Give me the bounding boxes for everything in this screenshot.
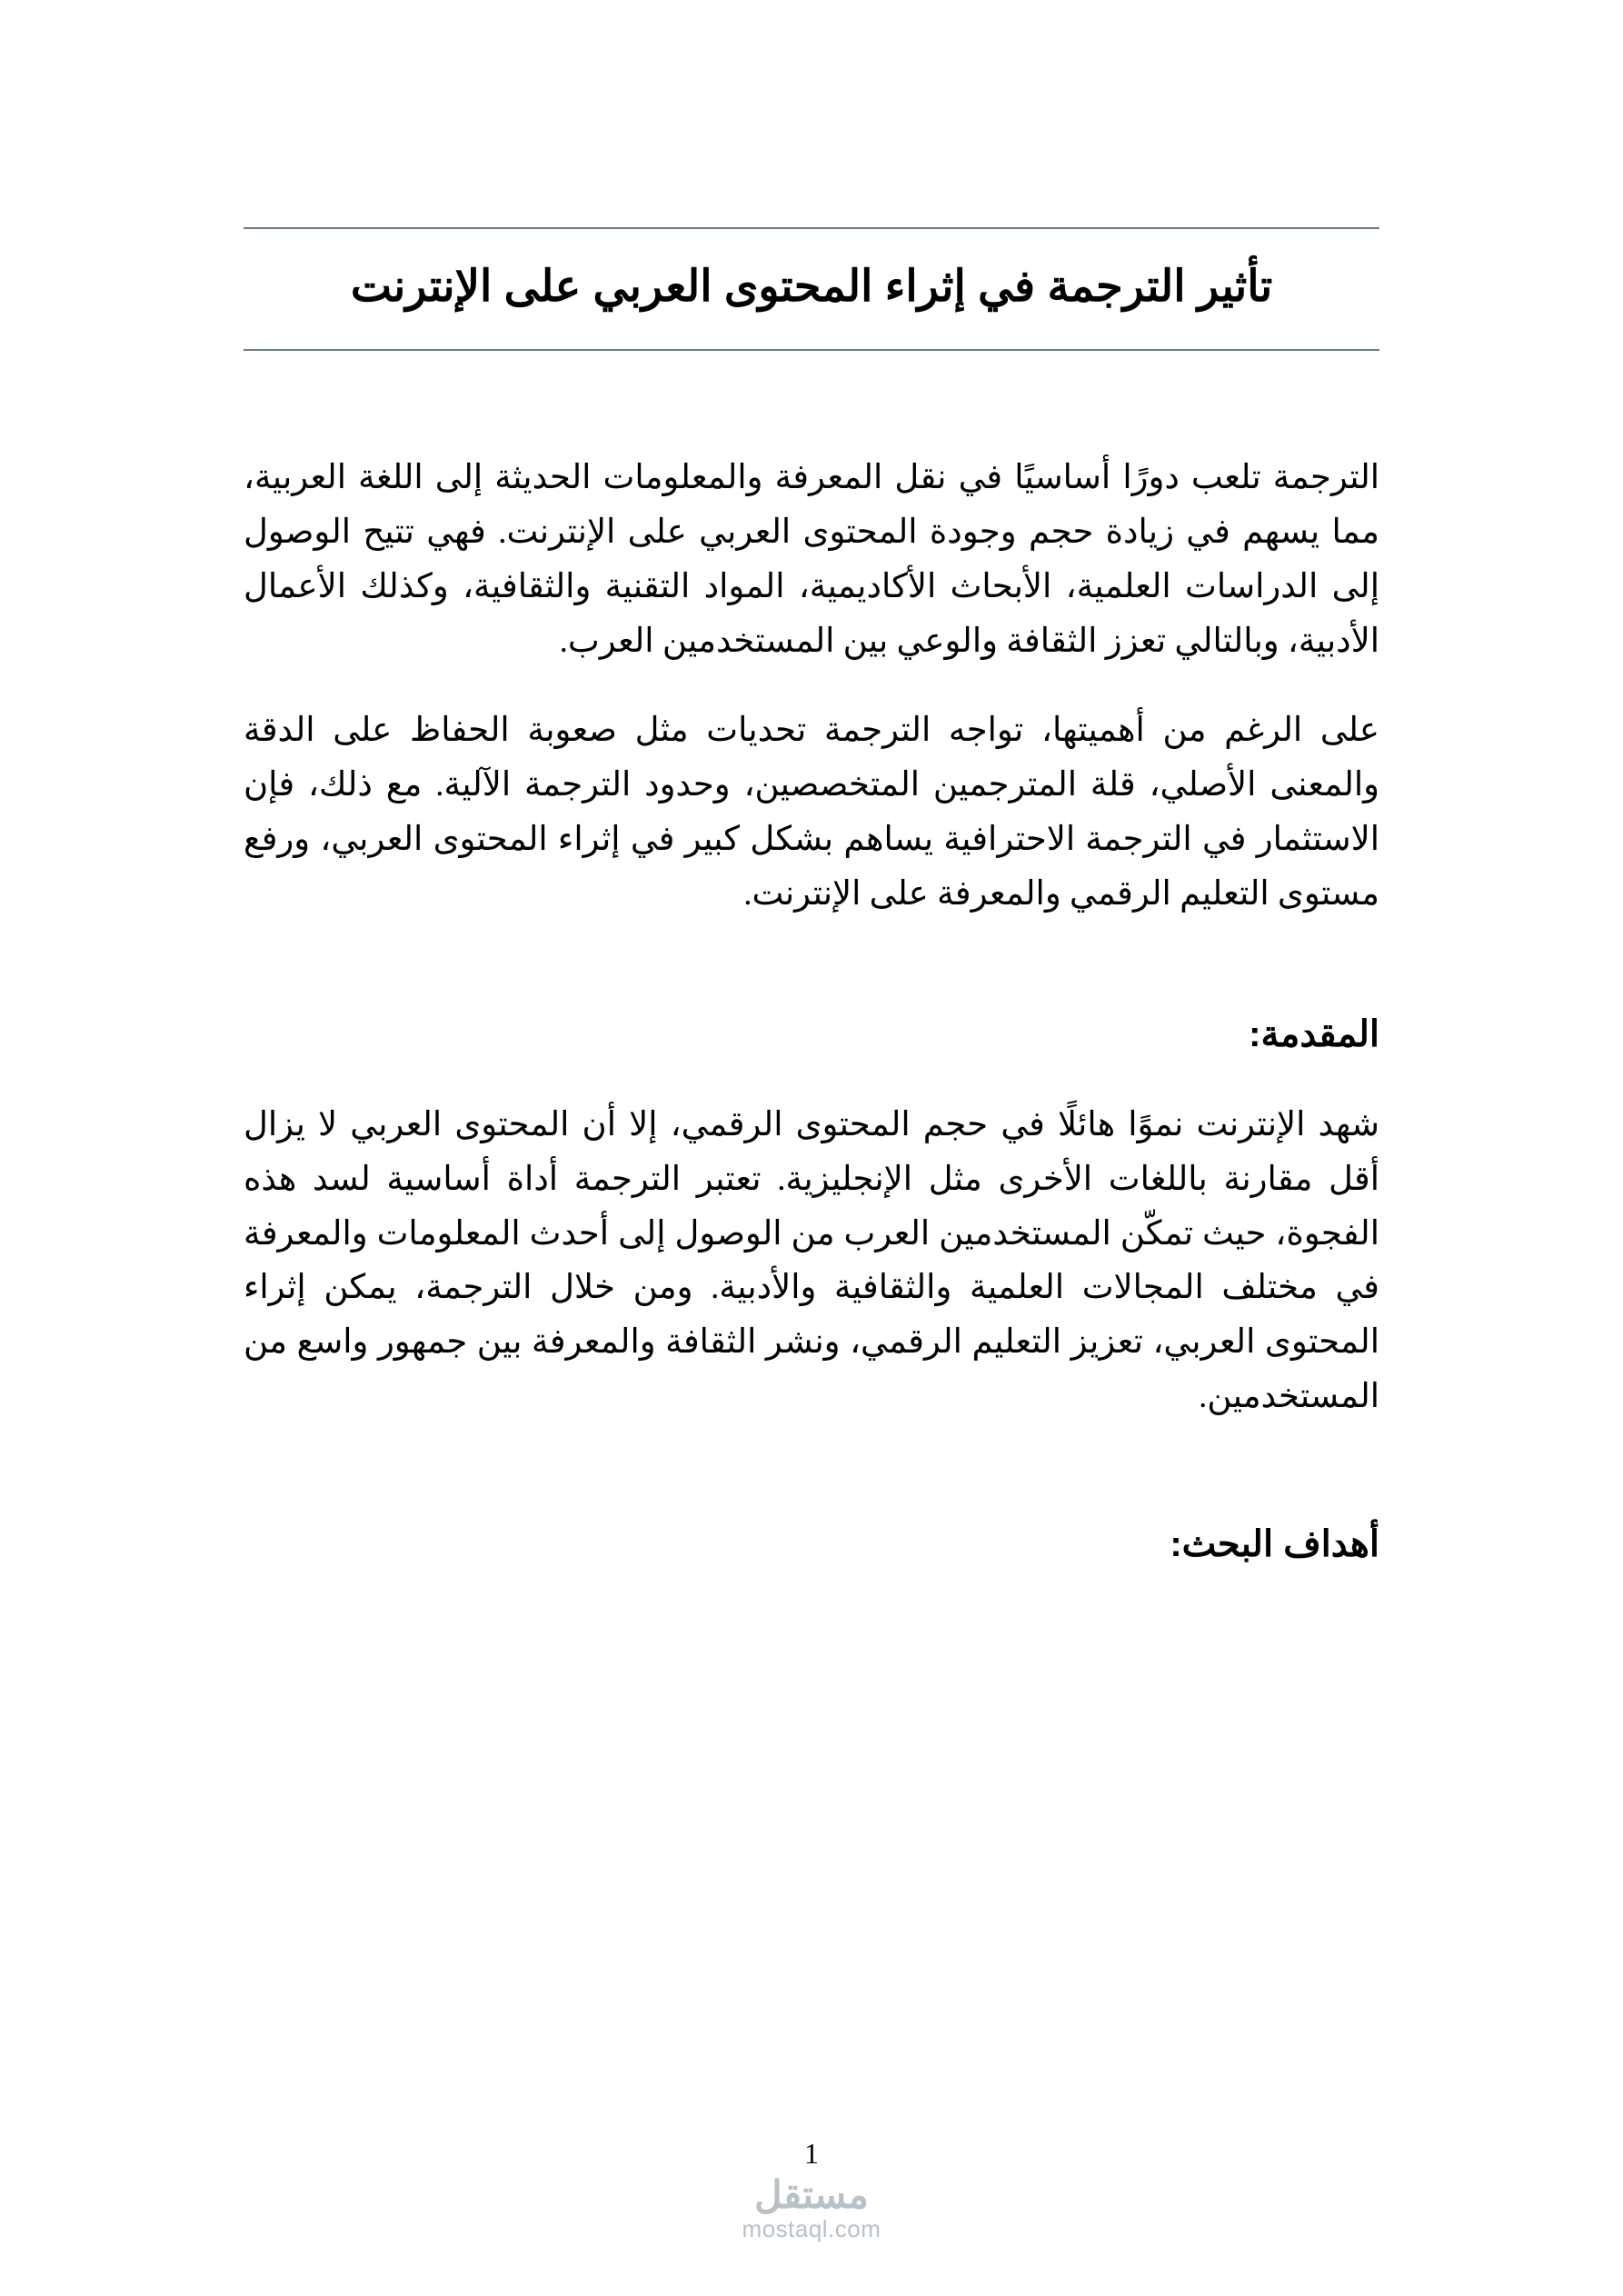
document-content (244, 227, 1379, 1608)
intro-paragraph-2: على الرغم من أهميتها، تواجه الترجمة تحديات مثل صعوبة الحفاظ على الدقة والمعنى الأصلي، قلة المترجمين المتخصصين، وحدود الترجمة الآلية. مع ذلك، فإن الاستثمار في الترجمة الاحترافية يساهم بشكل كبير في إثراء المحتوى العربي، ورفع مستوى التعليم الرقمي والمعرفة على الإنترنت. (244, 711, 1379, 913)
page-title: تأثير الترجمة في إثراء المحتوى العربي على الإنترنت (350, 263, 1273, 311)
page-number: 1 (804, 2137, 819, 2171)
section-heading-introduction: المقدمة: (1249, 1013, 1379, 1054)
intro-paragraph-1: الترجمة تلعب دورًا أساسيًا في نقل المعرفة والمعلومات الحديثة إلى اللغة العربية، مما يسهم في زيادة حجم وجودة المحتوى العربي على الإنترنت. فهي تتيح الوصول إلى الدراسات العلمية، الأبحاث الأكاديمية، المواد التقنية والثقافية، وكذلك الأعمال الأدبية، وبالتالي تعزز الثقافة والوعي بين المستخدمين العرب. (244, 459, 1379, 660)
section-body-introduction: شهد الإنترنت نموًا هائلًا في حجم المحتوى الرقمي، إلا أن المحتوى العربي لا يزال أقل مقارنة باللغات الأخرى مثل الإنجليزية. تعتبر الترجمة أداة أساسية لسد هذه الفجوة، حيث تمكّن المستخدمين العرب من الوصول إلى أحدث المعلومات والمعرفة في مختلف المجالات العلمية والثقافية والأدبية. ومن خلال الترجمة، يمكن إثراء المحتوى العربي، تعزيز التعليم الرقمي، ونشر الثقافة والمعرفة بين جمهور واسع من المستخدمين. (244, 1105, 1379, 1416)
watermark-arabic-label: مستقل (754, 2173, 869, 2217)
mostaql-watermark (742, 2173, 881, 2245)
title-block (244, 227, 1379, 351)
page-footer (0, 2137, 1623, 2245)
watermark-domain-label: mostaql.com (742, 2215, 881, 2243)
section-heading-objectives: أهداف البحث: (1170, 1524, 1379, 1565)
